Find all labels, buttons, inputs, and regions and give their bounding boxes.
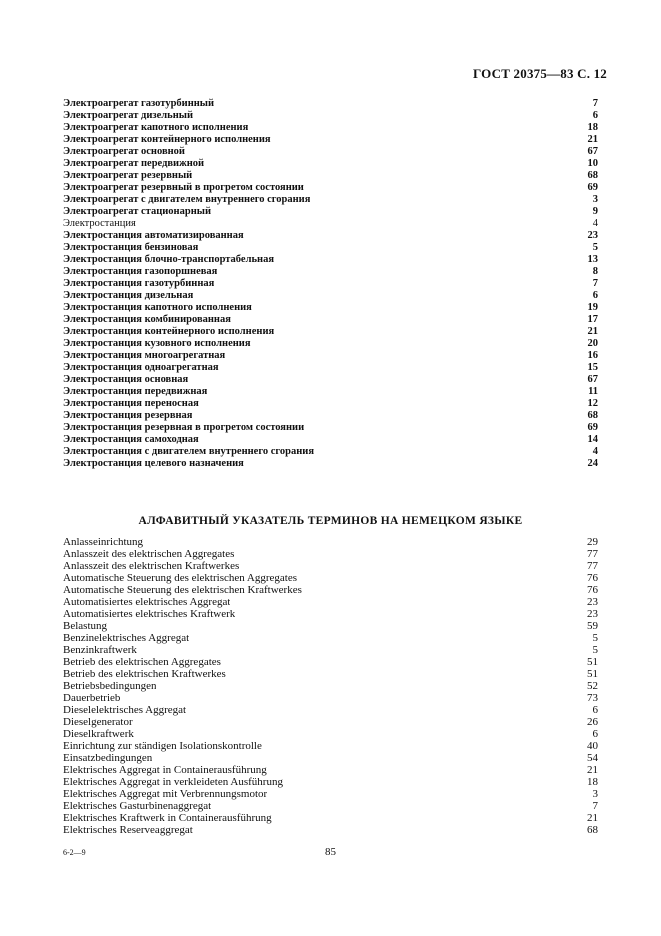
index-row <box>63 290 598 302</box>
index-row <box>63 146 598 158</box>
index-term: Электростанция переносная <box>63 398 199 409</box>
index-term: Электростанция резервная в прогретом состоянии <box>63 422 305 433</box>
index-page-number: 7 <box>592 98 598 109</box>
index-term: Dauerbetrieb <box>63 692 121 704</box>
index-page-number: 69 <box>587 422 598 433</box>
index-page-number: 21 <box>587 764 598 776</box>
index-term: Электростанция контейнерного исполнения <box>63 326 275 337</box>
index-row <box>63 194 598 206</box>
index-row <box>63 434 598 446</box>
index-page-number: 8 <box>592 266 598 277</box>
index-page-number: 3 <box>592 194 598 205</box>
index-row <box>63 458 598 470</box>
index-term: Электростанция целевого назначения <box>63 458 244 469</box>
index-term: Электростанция блочно-транспортабельная <box>63 254 275 265</box>
index-row <box>63 572 598 584</box>
index-term: Электростанция самоходная <box>63 434 199 445</box>
index-row <box>63 350 598 362</box>
index-row <box>63 680 598 692</box>
index-page-number: 24 <box>587 458 598 469</box>
footer-code: 6-2—9 <box>63 848 86 857</box>
index-row <box>63 812 598 824</box>
index-row <box>63 824 598 836</box>
index-term: Электроагрегат стационарный <box>63 206 211 217</box>
index-row <box>63 254 598 266</box>
index-page-number: 69 <box>587 182 598 193</box>
index-row <box>63 398 598 410</box>
index-page-number: 23 <box>587 230 598 241</box>
index-row <box>63 446 598 458</box>
index-row <box>63 98 598 110</box>
index-term: Электроагрегат контейнерного исполнения <box>63 134 271 145</box>
index-row <box>63 230 598 242</box>
index-term: Электростанция комбинированная <box>63 314 231 325</box>
index-page-number: 11 <box>588 386 598 397</box>
index-page-number: 18 <box>587 122 598 133</box>
index-page-number: 21 <box>587 812 598 824</box>
index-row <box>63 620 598 632</box>
index-term: Электростанция дизельная <box>63 290 194 301</box>
index-page-number: 40 <box>587 740 598 752</box>
index-term: Einsatzbedingungen <box>63 752 153 764</box>
index-term: Elektrisches Aggregat mit Verbrennungsmotor <box>63 788 268 800</box>
index-term: Automatische Steuerung des elektrischen Kraftwerkes <box>63 584 302 596</box>
index-term: Betriebsbedingungen <box>63 680 157 692</box>
index-page-number: 13 <box>587 254 598 265</box>
index-row <box>63 716 598 728</box>
index-row <box>63 266 598 278</box>
index-page-number: 3 <box>592 788 598 800</box>
german-term-index <box>63 536 598 836</box>
index-row <box>63 800 598 812</box>
index-term: Электростанция резервная <box>63 410 193 421</box>
index-row <box>63 584 598 596</box>
index-page-number: 16 <box>587 350 598 361</box>
index-page-number: 6 <box>592 290 598 301</box>
index-page-number: 6 <box>592 110 598 121</box>
index-term: Elektrisches Kraftwerk in Containerausführung <box>63 812 272 824</box>
index-term: Dieselgenerator <box>63 716 133 728</box>
index-row <box>63 764 598 776</box>
index-row <box>63 560 598 572</box>
index-row <box>63 218 598 230</box>
index-term: Электроагрегат резервный <box>63 170 193 181</box>
index-page-number: 68 <box>587 170 598 181</box>
index-row <box>63 668 598 680</box>
index-term: Электроагрегат с двигателем внутреннего сгорания <box>63 194 311 205</box>
index-term: Benzinkraftwerk <box>63 644 137 656</box>
index-row <box>63 242 598 254</box>
index-term: Электростанция капотного исполнения <box>63 302 252 313</box>
index-page-number: 54 <box>587 752 598 764</box>
index-term: Einrichtung zur ständigen Isolationskontrolle <box>63 740 262 752</box>
index-page-number: 15 <box>587 362 598 373</box>
index-term: Электростанция кузовного исполнения <box>63 338 251 349</box>
index-row <box>63 728 598 740</box>
index-term: Электростанция передвижная <box>63 386 208 397</box>
index-row <box>63 206 598 218</box>
index-page-number: 23 <box>587 596 598 608</box>
index-page-number: 68 <box>587 824 598 836</box>
index-term: Электростанция основная <box>63 374 189 385</box>
index-page-number: 23 <box>587 608 598 620</box>
index-term: Anlasszeit des elektrischen Kraftwerkes <box>63 560 240 572</box>
index-term: Betrieb des elektrischen Kraftwerkes <box>63 668 226 680</box>
index-term: Электроагрегат резервный в прогретом состоянии <box>63 182 304 193</box>
index-term: Anlasszeit des elektrischen Aggregates <box>63 548 235 560</box>
index-page-number: 51 <box>587 656 598 668</box>
index-page-number: 19 <box>587 302 598 313</box>
index-row <box>63 422 598 434</box>
index-page-number: 7 <box>592 278 598 289</box>
index-page-number: 67 <box>587 146 598 157</box>
index-page-number: 73 <box>587 692 598 704</box>
index-row <box>63 110 598 122</box>
index-term: Электростанция одноагрегатная <box>63 362 219 373</box>
index-term: Электростанция газопоршневая <box>63 266 218 277</box>
index-page-number: 26 <box>587 716 598 728</box>
index-term: Automatisiertes elektrisches Kraftwerk <box>63 608 236 620</box>
index-page-number: 68 <box>587 410 598 421</box>
index-term: Elektrisches Aggregat in Containerausführung <box>63 764 267 776</box>
index-page-number: 77 <box>587 548 598 560</box>
index-page-number: 5 <box>592 242 598 253</box>
index-row <box>63 338 598 350</box>
index-term: Automatische Steuerung des elektrischen Aggregates <box>63 572 297 584</box>
index-row <box>63 326 598 338</box>
index-row <box>63 632 598 644</box>
index-term: Электроагрегат капотного исполнения <box>63 122 249 133</box>
index-page-number: 21 <box>587 134 598 145</box>
index-row <box>63 752 598 764</box>
index-term: Automatisiertes elektrisches Aggregat <box>63 596 231 608</box>
index-row <box>63 134 598 146</box>
index-term: Anlasseinrichtung <box>63 536 144 548</box>
index-term: Электростанция бензиновая <box>63 242 199 253</box>
index-page-number: 12 <box>587 398 598 409</box>
index-row <box>63 314 598 326</box>
index-page-number: 4 <box>592 446 598 457</box>
index-row <box>63 170 598 182</box>
index-row <box>63 692 598 704</box>
index-page-number: 20 <box>587 338 598 349</box>
section-title: АЛФАВИТНЫЙ УКАЗАТЕЛЬ ТЕРМИНОВ НА НЕМЕЦКОМ ЯЗЫКЕ <box>138 515 523 527</box>
index-row <box>63 374 598 386</box>
index-row <box>63 362 598 374</box>
index-term: Электроагрегат передвижной <box>63 158 205 169</box>
index-page-number: 7 <box>592 800 598 812</box>
index-page-number: 6 <box>592 728 598 740</box>
index-page-number: 76 <box>587 572 598 584</box>
index-row <box>63 776 598 788</box>
index-page-number: 14 <box>587 434 598 445</box>
index-page-number: 17 <box>587 314 598 325</box>
index-row <box>63 122 598 134</box>
index-row <box>63 608 598 620</box>
index-term: Dieselelektrisches Aggregat <box>63 704 187 716</box>
page-header: ГОСТ 20375—83 С. 12 <box>473 66 607 81</box>
index-term: Электростанция автоматизированная <box>63 230 244 241</box>
index-page-number: 5 <box>592 632 598 644</box>
index-page-number: 5 <box>592 644 598 656</box>
index-row <box>63 158 598 170</box>
index-term: Электроагрегат дизельный <box>63 110 193 121</box>
index-page-number: 59 <box>587 620 598 632</box>
index-term: Elektrisches Reserveaggregat <box>63 824 193 836</box>
index-row <box>63 656 598 668</box>
index-row <box>63 596 598 608</box>
index-page-number: 29 <box>587 536 598 548</box>
index-row <box>63 704 598 716</box>
index-page-number: 10 <box>587 158 598 169</box>
index-row <box>63 278 598 290</box>
index-page-number: 9 <box>592 206 598 217</box>
index-term: Elektrisches Aggregat in verkleideten Ausführung <box>63 776 283 788</box>
index-row <box>63 302 598 314</box>
index-term: Elektrisches Gasturbinenaggregat <box>63 800 212 812</box>
index-row <box>63 386 598 398</box>
index-term: Электростанция многоагрегатная <box>63 350 226 361</box>
index-term: Электростанция с двигателем внутреннего сгорания <box>63 446 315 457</box>
index-term: Электроагрегат газотурбинный <box>63 98 215 109</box>
index-page-number: 76 <box>587 584 598 596</box>
index-page-number: 67 <box>587 374 598 385</box>
index-page-number: 51 <box>587 668 598 680</box>
index-row <box>63 536 598 548</box>
index-row <box>63 182 598 194</box>
index-row <box>63 410 598 422</box>
index-page-number: 6 <box>592 704 598 716</box>
index-page-number: 77 <box>587 560 598 572</box>
index-row <box>63 788 598 800</box>
index-term: Betrieb des elektrischen Aggregates <box>63 656 221 668</box>
index-page-number: 4 <box>592 218 598 229</box>
index-row <box>63 644 598 656</box>
index-term: Электростанция <box>63 218 136 229</box>
index-term: Benzinelektrisches Aggregat <box>63 632 190 644</box>
index-page-number: 52 <box>587 680 598 692</box>
index-term: Электроагрегат основной <box>63 146 185 157</box>
index-term: Dieselkraftwerk <box>63 728 134 740</box>
index-row <box>63 548 598 560</box>
footer-page-number: 85 <box>325 846 336 858</box>
russian-term-index <box>63 98 598 470</box>
index-term: Belastung <box>63 620 107 632</box>
index-term: Электростанция газотурбинная <box>63 278 215 289</box>
index-page-number: 21 <box>587 326 598 337</box>
index-row <box>63 740 598 752</box>
index-page-number: 18 <box>587 776 598 788</box>
